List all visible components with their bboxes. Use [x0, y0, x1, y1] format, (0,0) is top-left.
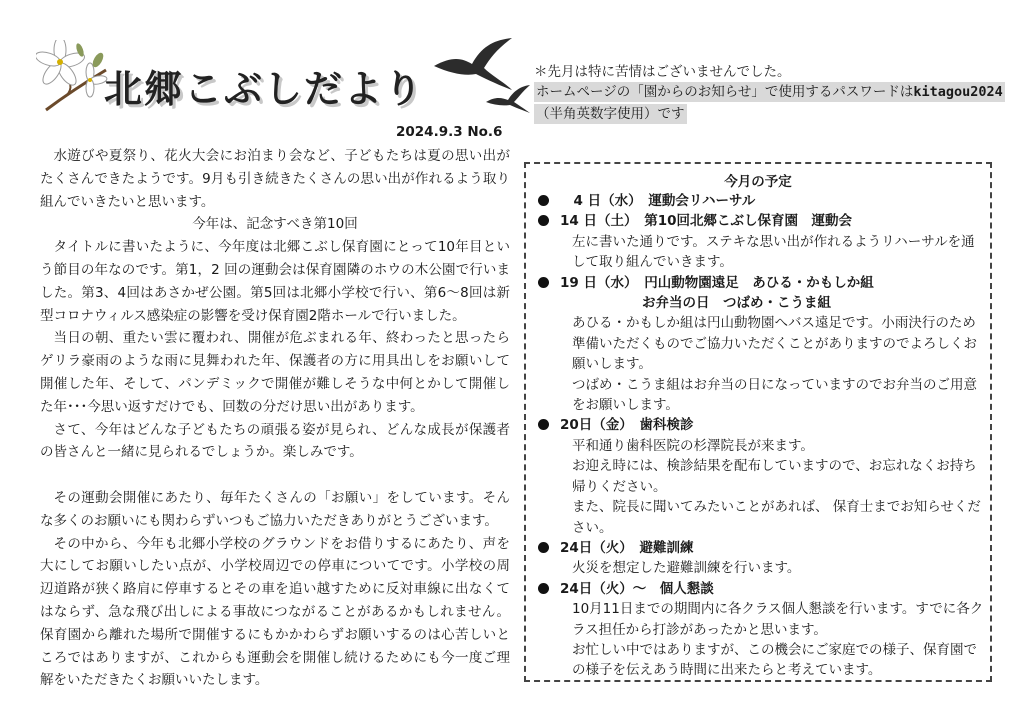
intro-paragraph: 水遊びや夏祭り、花火大会にお泊まり会など、子どもたちは夏の思い出がたくさんできたようです。9月も引き続きたくさんの思い出が作れるよう取り組んでいきたいと思います。	[40, 148, 510, 210]
magnolia-flower-icon	[36, 40, 110, 116]
password-value: kitagou2024	[913, 84, 1003, 100]
event-detail: また、院長に聞いてみたいことがあれば、 保育士までお知らせください。	[572, 499, 981, 536]
event-detail: 平和通り歯科医院の杉澤院長が来ます。	[572, 437, 814, 454]
schedule-list	[534, 191, 986, 681]
bullet-icon	[538, 542, 549, 553]
swallow-icon	[484, 84, 532, 114]
history-paragraph: タイトルに書いたように、今年度は北郷こぶし保育園にとって10年目という節目の年なのです。第1，2 回の運動会は保育園隣のホウの木公園で行いました。第3、4回はあさかぜ公園。第5回は北郷小学校で行い、第6～8回は新型コロナウィルス感染症の影響を受け保育園2階ホールで行いました。	[40, 239, 510, 324]
event-detail: 火災を想定した避難訓練を行います。	[572, 560, 801, 577]
schedule-event-rehearsal	[534, 191, 986, 211]
event-detail: つばめ・こうま組はお弁当の日になっていますのでお弁当のご用意をお願いします。	[572, 376, 977, 414]
parking-paragraph: その中から、今年も北郷小学校のグラウンドをお借りするにあたり、声を大にしてお願いしたい点が、小学校周辺での停車についてです。小学校の周辺道路が狭く路肩に停車するとその車を追い越すために反対車線に出なくてはならず、急な飛び出しによる事故につながることがあるかもしれません。保育園から離れた場所で開催するにもかかわらずお願いするのは心苦しいところではありますが、これからも運動会を開催し続けるためにも今一度ご理解をいただきたくお願いいたします。	[40, 535, 510, 689]
event-heading: 4 日（水） 運動会リハーサル	[560, 193, 756, 209]
event-subheading: お弁当の日 つばめ・こうま組	[642, 295, 831, 312]
event-heading: 24日（火）～ 個人懇談	[560, 580, 714, 597]
password-notice	[534, 82, 1005, 102]
event-detail: 左に書いた通りです。ステキな思い出が作れるようリハーサルを通して取り組んでいきます。	[572, 233, 975, 271]
issue-date: 2024.9.3 No.6	[396, 124, 503, 140]
schedule-event-evacuation-drill	[534, 538, 986, 579]
bullet-icon	[538, 419, 549, 430]
event-heading: 20日（金） 歯科検診	[560, 417, 694, 434]
event-detail: お迎え時には、検診結果を配布していますので、お忘れなくお持ち帰りください。	[572, 458, 977, 495]
bullet-icon	[538, 277, 549, 288]
section-heading: 今年は、記念すべき第10回	[192, 216, 358, 233]
event-detail: あひる・かもしか組は円山動物園へバス遠足です。小雨決行のため準備いただくものでご協力いただくことがありますのでよろしくお願いします。	[572, 315, 977, 373]
event-detail: 10月11日までの期間内に各クラス個人懇談を行います。すでに各クラス担任から打診があったかと思います。	[572, 601, 984, 638]
bullet-icon	[538, 215, 549, 226]
bullet-icon	[538, 583, 549, 594]
event-heading: 14 日（土） 第10回北郷こぶし保育園 運動会	[560, 213, 853, 230]
spacer	[40, 464, 510, 487]
letter-body	[40, 145, 510, 692]
newsletter-title: 北郷こぶしだより	[104, 67, 425, 111]
schedule-event-zoo-trip	[534, 273, 986, 416]
password-format-note: （半角英数字使用）です	[536, 106, 685, 122]
schedule-event-sports-day	[534, 211, 986, 272]
request-paragraph: その運動会開催にあたり、毎年たくさんの「お願い」をしています。そんな多くのお願いにも関わらずいつもご協力いただきありがとうございます。	[40, 489, 510, 529]
schedule-event-dental-checkup	[534, 415, 986, 537]
event-detail: お忙しい中ではありますが、この機会にご家庭での様子、保育園での様子を伝えあう時間に出来たらと考えています。	[572, 641, 977, 679]
password-notice-text: ホームページの「園からのお知らせ」で使用するパスワードは	[536, 84, 914, 100]
complaint-notice: ＊先月は特に苦情はございませんでした。	[534, 64, 791, 80]
event-heading: 24日（火） 避難訓練	[560, 539, 694, 556]
memories-paragraph: 当日の朝、重たい雲に覆われ、開催が危ぶまれる年、終わったと思ったらゲリラ豪雨のような雨に見舞われた年、保護者の方に用具出しをお願いして開催した年、そして、パンデミックで開催が難しそうな中何とかして開催した年･･･今思い返すだけでも、回数の分だけ思い出があります。	[40, 330, 510, 415]
schedule-title: 今月の予定	[724, 174, 792, 190]
schedule-event-parent-meetings	[534, 579, 986, 681]
bullet-icon	[538, 195, 549, 206]
monthly-schedule-box	[524, 162, 992, 682]
anticipation-paragraph: さて、今年はどんな子どもたちの頑張る姿が見られ、どんな成長が保護者の皆さんと一緒に見られるでしょうか。楽しみです。	[40, 421, 510, 461]
event-heading: 19 日（水） 円山動物園遠足 あひる・かもしか組	[560, 274, 874, 291]
